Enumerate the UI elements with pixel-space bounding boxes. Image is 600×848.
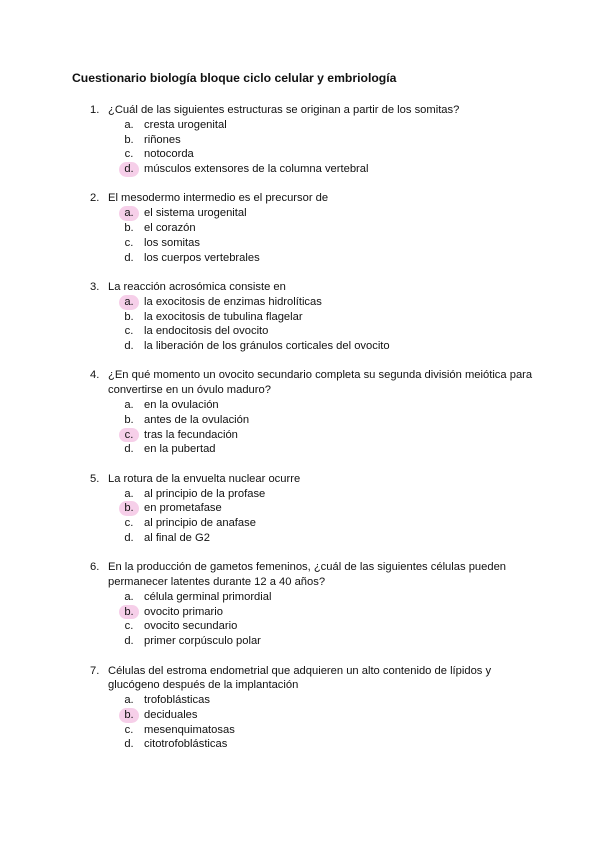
question-text: Células del estroma endometrial que adquieren un alto contenido de lípidos y glucógeno después de la implantación [108,664,492,692]
option-text: antes de la ovulación [144,413,250,426]
option-letter: b. [119,501,139,516]
question-number: 5. [90,472,100,485]
option-text: al principio de la profase [144,487,266,500]
question-number: 1. [90,104,100,116]
question-6 [0,560,600,649]
option-item [0,428,600,443]
option-item [0,723,600,738]
option-letter: c. [119,428,139,443]
option-item [0,251,600,266]
option-text: los somitas [144,236,200,249]
option-item [0,708,600,723]
option-text: tras la fecundación [144,428,238,441]
option-text: la exocitosis de enzimas hidrolíticas [144,295,322,308]
option-text: trofoblásticas [144,694,210,707]
question-text: ¿Cuál de las siguientes estructuras se originan a partir de los somitas? [108,104,460,116]
question-text: En la producción de gametos femeninos, ¿cuál de las siguientes células pueden permanecer latentes durante 12 a 40 años? [108,561,507,589]
option-text: los cuerpos vertebrales [144,251,260,264]
question-5 [0,472,600,546]
question-number: 7. [90,664,100,677]
option-text: la endocitosis del ovocito [144,325,269,338]
option-text: en la ovulación [144,399,219,412]
option-text: la exocitosis de tubulina flagelar [144,310,303,323]
option-item [0,310,600,325]
question-list [0,103,600,767]
option-list [0,295,600,354]
option-text: notocorda [144,148,194,161]
option-item [0,605,600,620]
question-3 [0,280,600,354]
option-letter: a. [119,206,139,221]
question-7 [0,664,600,753]
option-item [0,634,600,649]
option-item [0,339,600,354]
option-letter: b. [124,413,134,426]
question-number: 6. [90,561,100,574]
option-letter: c. [124,148,134,161]
option-letter: b. [124,222,134,235]
option-letter: d. [124,251,134,264]
option-text: al principio de anafase [144,517,256,530]
option-text: en la pubertad [144,443,216,456]
option-text: al final de G2 [144,531,210,544]
option-text: en prometafase [144,502,222,515]
option-item [0,147,600,162]
option-text: el sistema urogenital [144,207,247,220]
option-letter: b. [119,708,139,723]
option-item [0,133,600,148]
option-text: el corazón [144,222,196,235]
document-title: Cuestionario biología bloque ciclo celular y embriología [72,71,397,85]
option-letter: b. [124,310,134,323]
option-letter: a. [119,295,139,310]
option-item [0,221,600,236]
option-text: ovocito secundario [144,620,238,633]
option-letter: a. [124,487,134,500]
question-number: 2. [90,192,100,205]
option-letter: a. [124,590,134,603]
option-item [0,487,600,502]
option-text: cresta urogenital [144,118,227,131]
option-text: primer corpúsculo polar [144,635,261,648]
option-letter: c. [124,517,134,530]
option-item [0,413,600,428]
option-letter: b. [124,133,134,146]
option-letter: d. [124,443,134,456]
option-item [0,236,600,251]
option-letter: d. [124,738,134,751]
question-text: El mesodermo intermedio es el precursor de [108,192,329,205]
option-item [0,442,600,457]
option-letter: c. [124,620,134,633]
option-text: riñones [144,133,181,146]
option-item [0,501,600,516]
option-letter: d. [124,340,134,353]
option-list [0,590,600,649]
option-letter: d. [124,635,134,648]
option-item [0,531,600,546]
option-text: ovocito primario [144,605,223,618]
option-item [0,295,600,310]
option-text: músculos extensores de la columna vertebral [144,163,369,176]
option-letter: b. [119,605,139,620]
question-4 [0,368,600,457]
option-text: citotrofoblásticas [144,738,228,751]
option-letter: a. [124,399,134,412]
option-text: mesenquimatosas [144,723,235,736]
option-letter: c. [124,325,134,338]
option-item [0,324,600,339]
option-list [0,693,600,752]
option-item [0,693,600,708]
option-letter: a. [124,694,134,707]
question-number: 3. [90,280,100,293]
option-text: deciduales [144,708,198,721]
question-text: ¿En qué momento un ovocito secundario completa su segunda división meiótica para convertirse en un óvulo maduro? [108,369,533,397]
option-list [0,487,600,546]
option-item [0,398,600,413]
option-item [0,162,600,177]
option-list [0,206,600,265]
option-item [0,206,600,221]
question-1 [0,103,600,177]
option-text: célula germinal primordial [144,590,272,603]
option-letter: a. [124,118,134,131]
question-text: La rotura de la envuelta nuclear ocurre [108,472,301,485]
option-item [0,737,600,752]
option-list [0,118,600,177]
question-text: La reacción acrosómica consiste en [108,280,286,293]
option-item [0,590,600,605]
option-list [0,398,600,457]
option-item [0,118,600,133]
question-number: 4. [90,369,100,382]
option-item [0,619,600,634]
question-2 [0,191,600,265]
option-letter: d. [119,162,139,177]
option-letter: d. [124,531,134,544]
option-letter: c. [124,723,134,736]
option-letter: c. [124,236,134,249]
option-item [0,516,600,531]
option-text: la liberación de los gránulos corticales del ovocito [144,340,390,353]
